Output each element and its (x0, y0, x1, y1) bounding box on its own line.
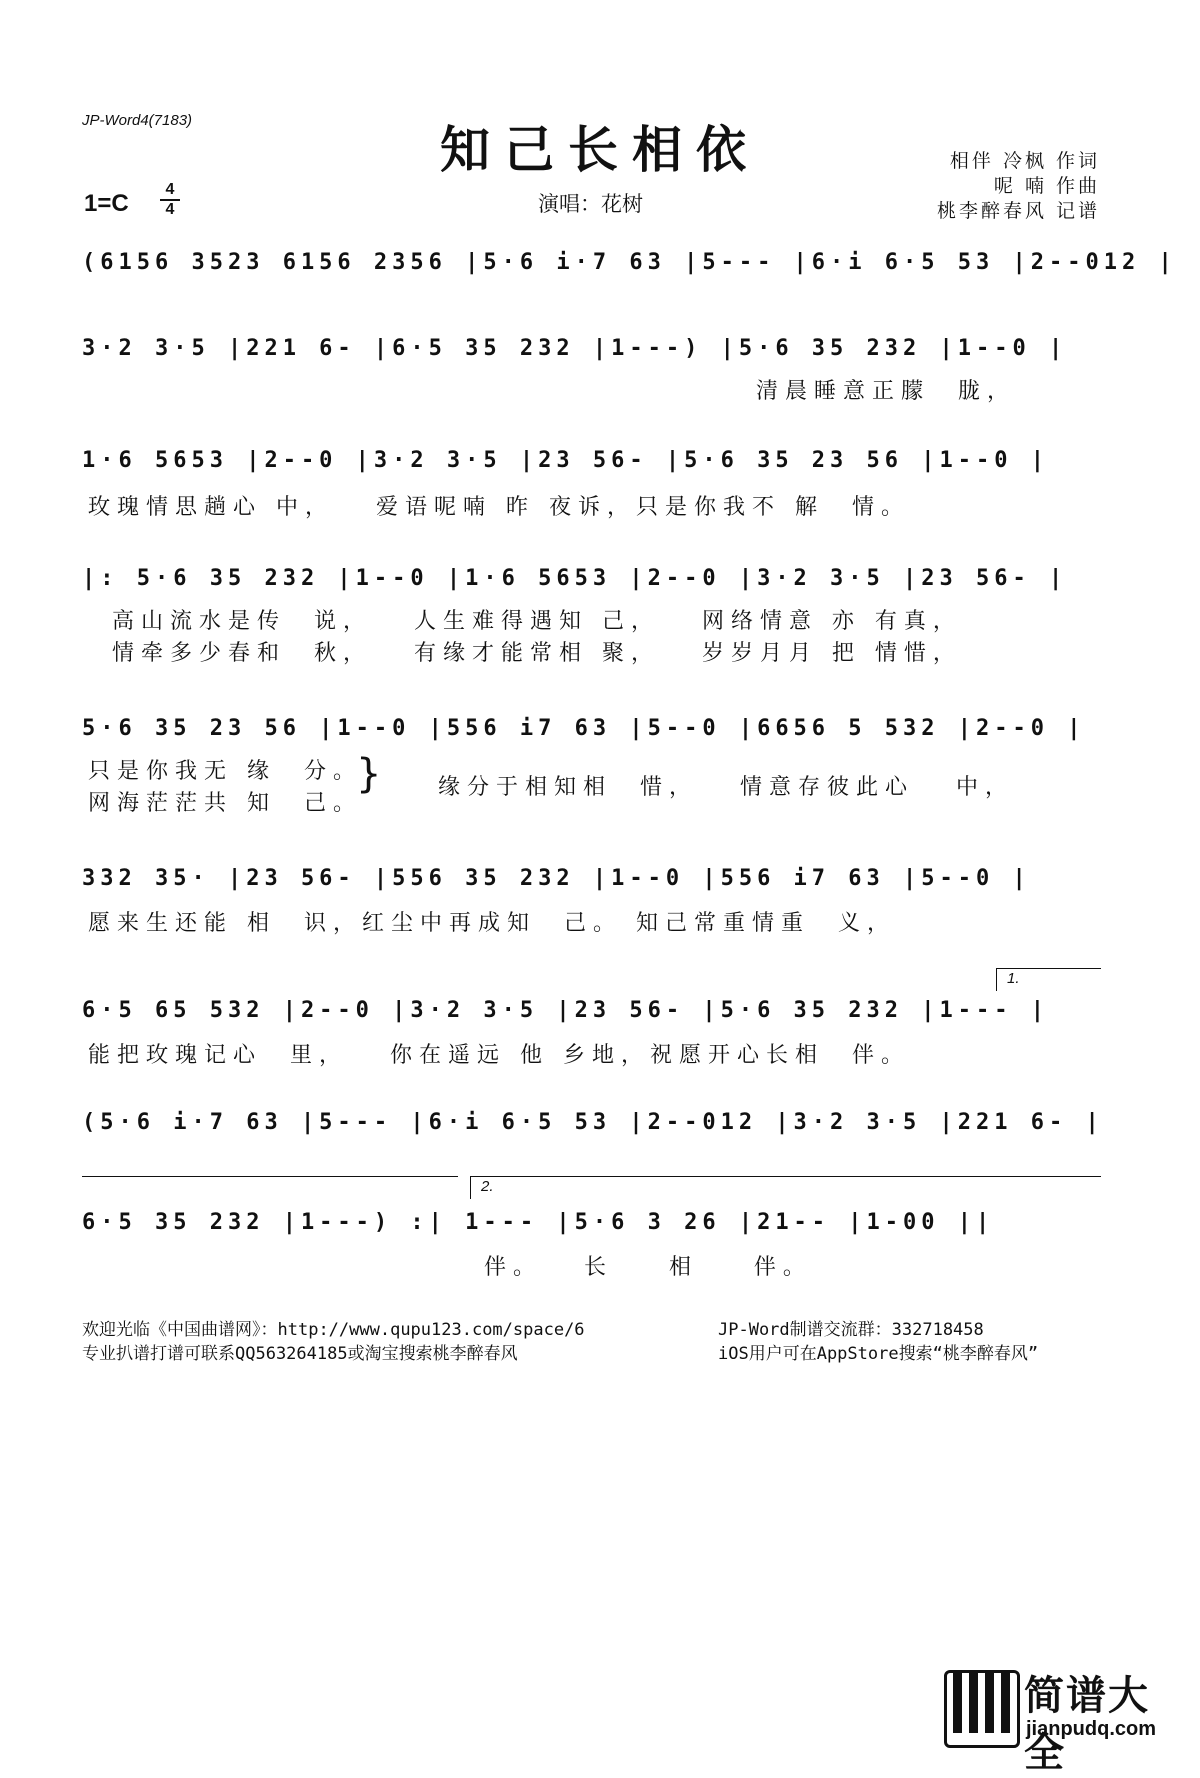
notation-line-2: 3·2 3·5 |221 6- |6·5 35 232 |1---) |5·6 35 232 |1--0 | (82, 336, 1068, 361)
lyric-line-9: 伴。 长 相 伴。 (484, 1255, 812, 1280)
notation-line-1: (6156 3523 6156 2356 |5·6 i·7 63 |5--- |6·i 6·5 53 |2--012 | (82, 250, 1177, 275)
footer-ios: iOS用户可在AppStore搜索“桃李醉春风” (718, 1344, 1039, 1364)
credit-lyrics: 相伴 冷枫 作词 (949, 150, 1100, 172)
notation-line-8: (5·6 i·7 63 |5--- |6·i 6·5 53 |2--012 |3·2 3·5 |221 6- | (82, 1110, 1104, 1135)
lyric-line-5b: 网海茫茫共 知 己。 (88, 791, 362, 816)
notation-line-5: 5·6 35 23 56 |1--0 |556 i7 63 |5--0 |6656 5 532 |2--0 | (82, 716, 1086, 741)
footer-website: 欢迎光临《中国曲谱网》：http://www.qupu123.com/space/6 (82, 1320, 585, 1340)
notation-line-9: 6·5 35 232 |1---) :| 1--- |5·6 3 26 |21-- |1-00 || (82, 1210, 995, 1235)
notation-line-3: 1·6 5653 |2--0 |3·2 3·5 |23 56- |5·6 35 23 56 |1--0 | (82, 448, 1049, 473)
time-bottom: 4 (165, 201, 175, 218)
lyric-line-5a: 只是你我无 缘 分。 (88, 759, 362, 784)
credit-music: 呢 喃 作曲 (993, 175, 1100, 197)
notation-line-7: 6·5 65 532 |2--0 |3·2 3·5 |23 56- |5·6 35 232 |1--- | (82, 998, 1049, 1023)
lyric-line-2: 清晨睡意正朦 胧， (756, 379, 1016, 404)
footer-left (82, 1318, 585, 1366)
logo-url: jianpudq.com (1026, 1718, 1156, 1740)
time-top: 4 (165, 181, 175, 198)
volta-1-continued (82, 1176, 458, 1199)
notation-line-4: |: 5·6 35 232 |1--0 |1·6 5653 |2--0 |3·2 3·5 |23 56- | (82, 566, 1068, 591)
volta-1 (996, 968, 1101, 991)
footer-contact: 专业扒谱打谱可联系QQ563264185或淘宝搜索桃李醉春风 (82, 1344, 518, 1364)
volta-1-label: 1. (1007, 970, 1020, 987)
lyric-line-4b: 情牵多少春和 秋， 有缘才能常相 聚， 岁岁月月 把 情惜， (112, 641, 962, 666)
footer-right (718, 1318, 1038, 1366)
volta-2-label: 2. (481, 1178, 494, 1195)
lyric-line-4a: 高山流水是传 说， 人生难得遇知 己， 网络情意 亦 有真， (112, 609, 962, 634)
credit-notation: 桃李醉春风 记谱 (936, 200, 1100, 222)
footer-group: JP-Word制谱交流群：332718458 (718, 1320, 984, 1340)
lyric-line-5-chorus: 缘分于相知相 惜， 情意存彼此心 中， (438, 775, 1014, 800)
song-title: 知己长相依 (440, 120, 760, 179)
piano-keys-icon (944, 1670, 1020, 1748)
notation-line-6: 332 35· |23 56- |556 35 232 |1--0 |556 i7 63 |5--0 | (82, 866, 1031, 891)
logo-title: 简谱大全 (1024, 1673, 1150, 1776)
singer: 演唱：花树 (538, 192, 643, 216)
lyric-line-6: 愿来生还能 相 识，红尘中再成知 己。 知己常重情重 义， (88, 911, 896, 936)
lyric-line-3: 玫瑰情思趟心 中， 爱语呢喃 昨 夜诉，只是你我不 解 情。 (88, 495, 910, 520)
site-logo (940, 1662, 1188, 1776)
time-signature (160, 182, 180, 218)
software-version: JP-Word4(7183) (82, 112, 193, 129)
key-signature: 1=C (84, 190, 129, 217)
volta-2 (470, 1176, 1101, 1199)
lyric-line-7: 能把玫瑰记心 里， 你在遥远 他 乡地，祝愿开心长相 伴。 (88, 1043, 910, 1068)
brace-icon: } (356, 751, 382, 797)
